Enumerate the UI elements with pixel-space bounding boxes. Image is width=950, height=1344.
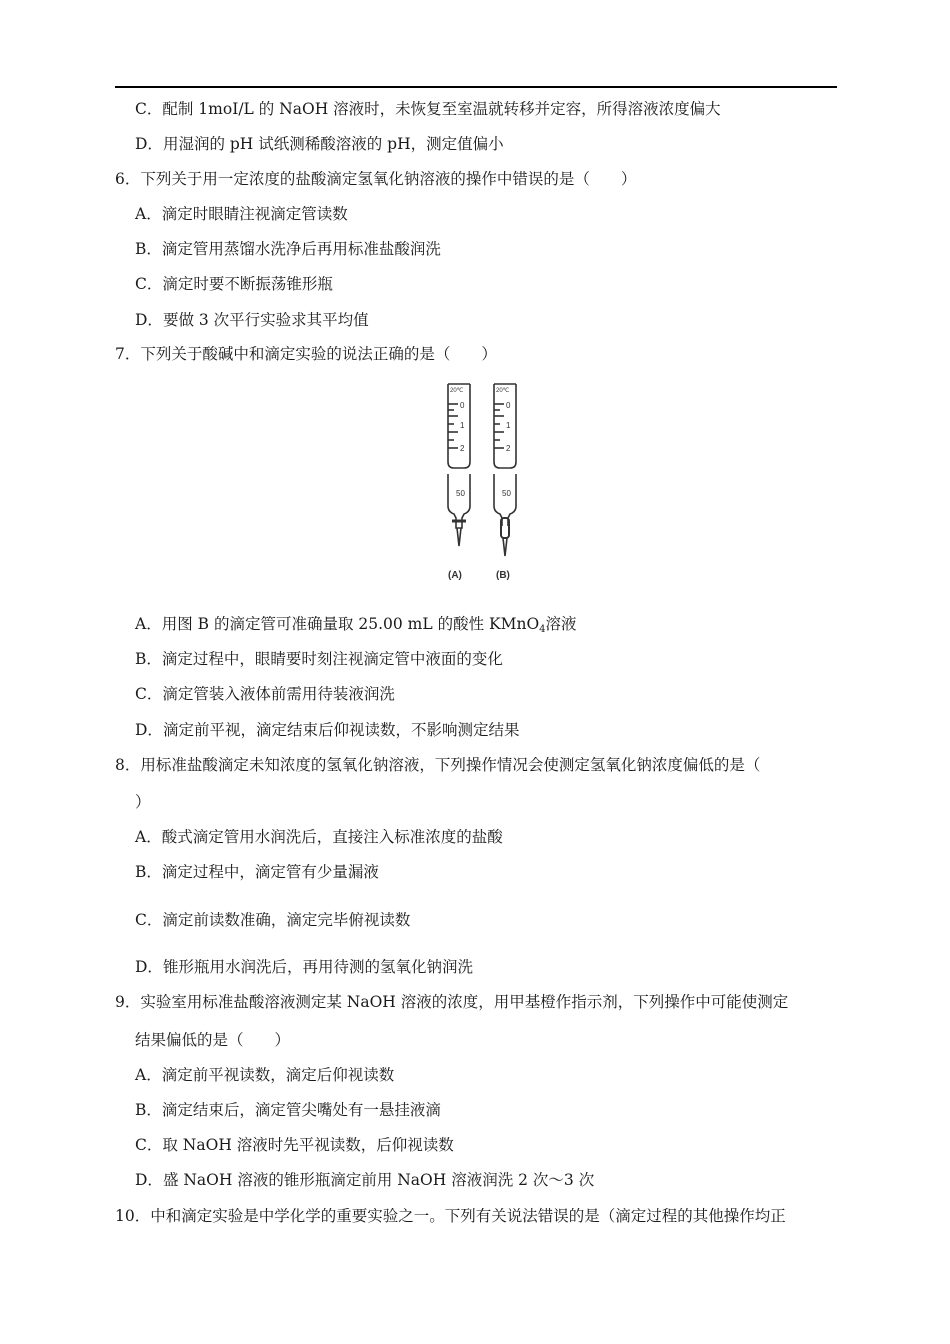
q8-stem-line1: 8．用标准盐酸滴定未知浓度的氢氧化钠溶液，下列操作情况会使测定氢氧化钠浓度偏低的是（ xyxy=(115,756,761,774)
option-text: 盛 NaOH 溶液的锥形瓶滴定前用 NaOH 溶液润洗 2 次～3 次 xyxy=(162,1171,595,1189)
q8-option-b xyxy=(135,862,379,882)
burette-b-top-outline xyxy=(494,384,516,468)
option-label: D． xyxy=(135,135,163,153)
option-label: C． xyxy=(135,275,163,293)
option-label: C． xyxy=(135,1136,163,1154)
burette-a-tick-0: 0 xyxy=(460,401,465,410)
burette-a-tick-2: 2 xyxy=(460,444,465,453)
option-text: 滴定前平视读数，滴定后仰视读数 xyxy=(161,1066,395,1084)
q8-option-d xyxy=(135,957,473,977)
caption-b: (B) xyxy=(496,570,510,581)
q9-stem-line1: 9．实验室用标准盐酸溶液测定某 NaOH 溶液的浓度，用甲基橙作指示剂，下列操作中可能使测定 xyxy=(115,993,789,1011)
q9-option-d xyxy=(135,1170,594,1190)
option-text: 滴定管装入液体前需用待装液润洗 xyxy=(162,685,395,703)
option-text: 要做 3 次平行实验求其平均值 xyxy=(162,311,369,329)
q5-option-c xyxy=(135,99,721,119)
option-label: D． xyxy=(135,1171,163,1189)
option-text: 滴定时要不断振荡锥形瓶 xyxy=(162,275,333,293)
subscript: 4 xyxy=(539,624,546,635)
header-rule xyxy=(115,86,837,88)
q9-option-a xyxy=(135,1065,394,1085)
burette-b-tick-0: 0 xyxy=(506,401,511,410)
option-label: D． xyxy=(135,311,163,329)
option-label: D． xyxy=(135,958,163,976)
option-text: 取 NaOH 溶液时先平视读数，后仰视读数 xyxy=(162,1136,454,1154)
option-text: 滴定结束后，滴定管尖嘴处有一悬挂液滴 xyxy=(161,1101,441,1119)
burette-figure xyxy=(430,378,540,590)
q7-option-d xyxy=(135,720,519,740)
option-text: 用图 B 的滴定管可准确量取 25.00 mL 的酸性 KMnO xyxy=(161,615,540,633)
q8-option-c xyxy=(135,910,410,930)
option-label: A． xyxy=(135,205,162,223)
burette-b-temp-label: 20℃ xyxy=(496,388,510,394)
burette-b-tick-1: 1 xyxy=(506,421,511,430)
option-label: B． xyxy=(135,1101,162,1119)
q7-option-c xyxy=(135,684,395,704)
q5-option-d xyxy=(135,134,504,154)
option-label: B． xyxy=(135,240,162,258)
q6-option-b xyxy=(135,239,441,259)
q6-option-c xyxy=(135,274,333,294)
option-label: C． xyxy=(135,100,163,118)
q9-stem-line2: 结果偏低的是（ ） xyxy=(135,1031,291,1049)
q9-option-b xyxy=(135,1100,441,1120)
burette-b-tick-50: 50 xyxy=(502,489,511,498)
option-text: 滴定过程中，眼睛要时刻注视滴定管中液面的变化 xyxy=(161,650,503,668)
burette-b-tick-2: 2 xyxy=(506,444,511,453)
option-label: C． xyxy=(135,685,163,703)
option-label: B． xyxy=(135,863,162,881)
option-label: D． xyxy=(135,721,163,739)
burette-a-top-outline xyxy=(448,384,470,468)
option-label: A． xyxy=(135,828,162,846)
option-label: A． xyxy=(135,615,162,633)
option-text: 酸式滴定管用水润洗后，直接注入标准浓度的盐酸 xyxy=(161,828,503,846)
option-text: 用湿润的 pH 试纸测稀酸溶液的 pH，测定值偏小 xyxy=(162,135,504,153)
option-label: C． xyxy=(135,911,163,929)
q6-option-d xyxy=(135,310,369,330)
caption-a: (A) xyxy=(448,570,462,581)
q8-option-a xyxy=(135,827,503,847)
burette-a-tick-50: 50 xyxy=(456,489,465,498)
q6-stem: 6．下列关于用一定浓度的盐酸滴定氢氧化钠溶液的操作中错误的是（ ） xyxy=(115,170,637,188)
option-text: 滴定前平视，滴定结束后仰视读数，不影响测定结果 xyxy=(162,721,520,739)
option-label: A． xyxy=(135,1066,162,1084)
option-text: 滴定管用蒸馏水洗净后再用标准盐酸润洗 xyxy=(161,240,441,258)
option-text-tail: 溶液 xyxy=(545,615,577,633)
option-text: 锥形瓶用水润洗后，再用待测的氢氧化钠润洗 xyxy=(162,958,473,976)
q10-stem-line1: 10．中和滴定实验是中学化学的重要实验之一。下列有关说法错误的是（滴定过程的其他操作均正 xyxy=(115,1207,786,1225)
option-text: 滴定过程中，滴定管有少量漏液 xyxy=(161,863,379,881)
burette-a-temp-label: 20℃ xyxy=(450,388,464,394)
q6-option-a xyxy=(135,204,348,224)
q7-stem: 7．下列关于酸碱中和滴定实验的说法正确的是（ ） xyxy=(115,345,497,363)
option-text: 滴定前读数准确，滴定完毕俯视读数 xyxy=(162,911,411,929)
q8-stem-line2: ） xyxy=(135,793,151,811)
option-label: B． xyxy=(135,650,162,668)
q9-option-c xyxy=(135,1135,454,1155)
burette-a-tick-1: 1 xyxy=(460,421,465,430)
option-text: 配制 1moI/L 的 NaOH 溶液时，未恢复至室温就转移并定容，所得溶液浓度偏大 xyxy=(162,100,721,118)
q7-option-b xyxy=(135,649,503,669)
option-text: 滴定时眼睛注视滴定管读数 xyxy=(161,205,348,223)
q7-option-a xyxy=(135,614,577,634)
